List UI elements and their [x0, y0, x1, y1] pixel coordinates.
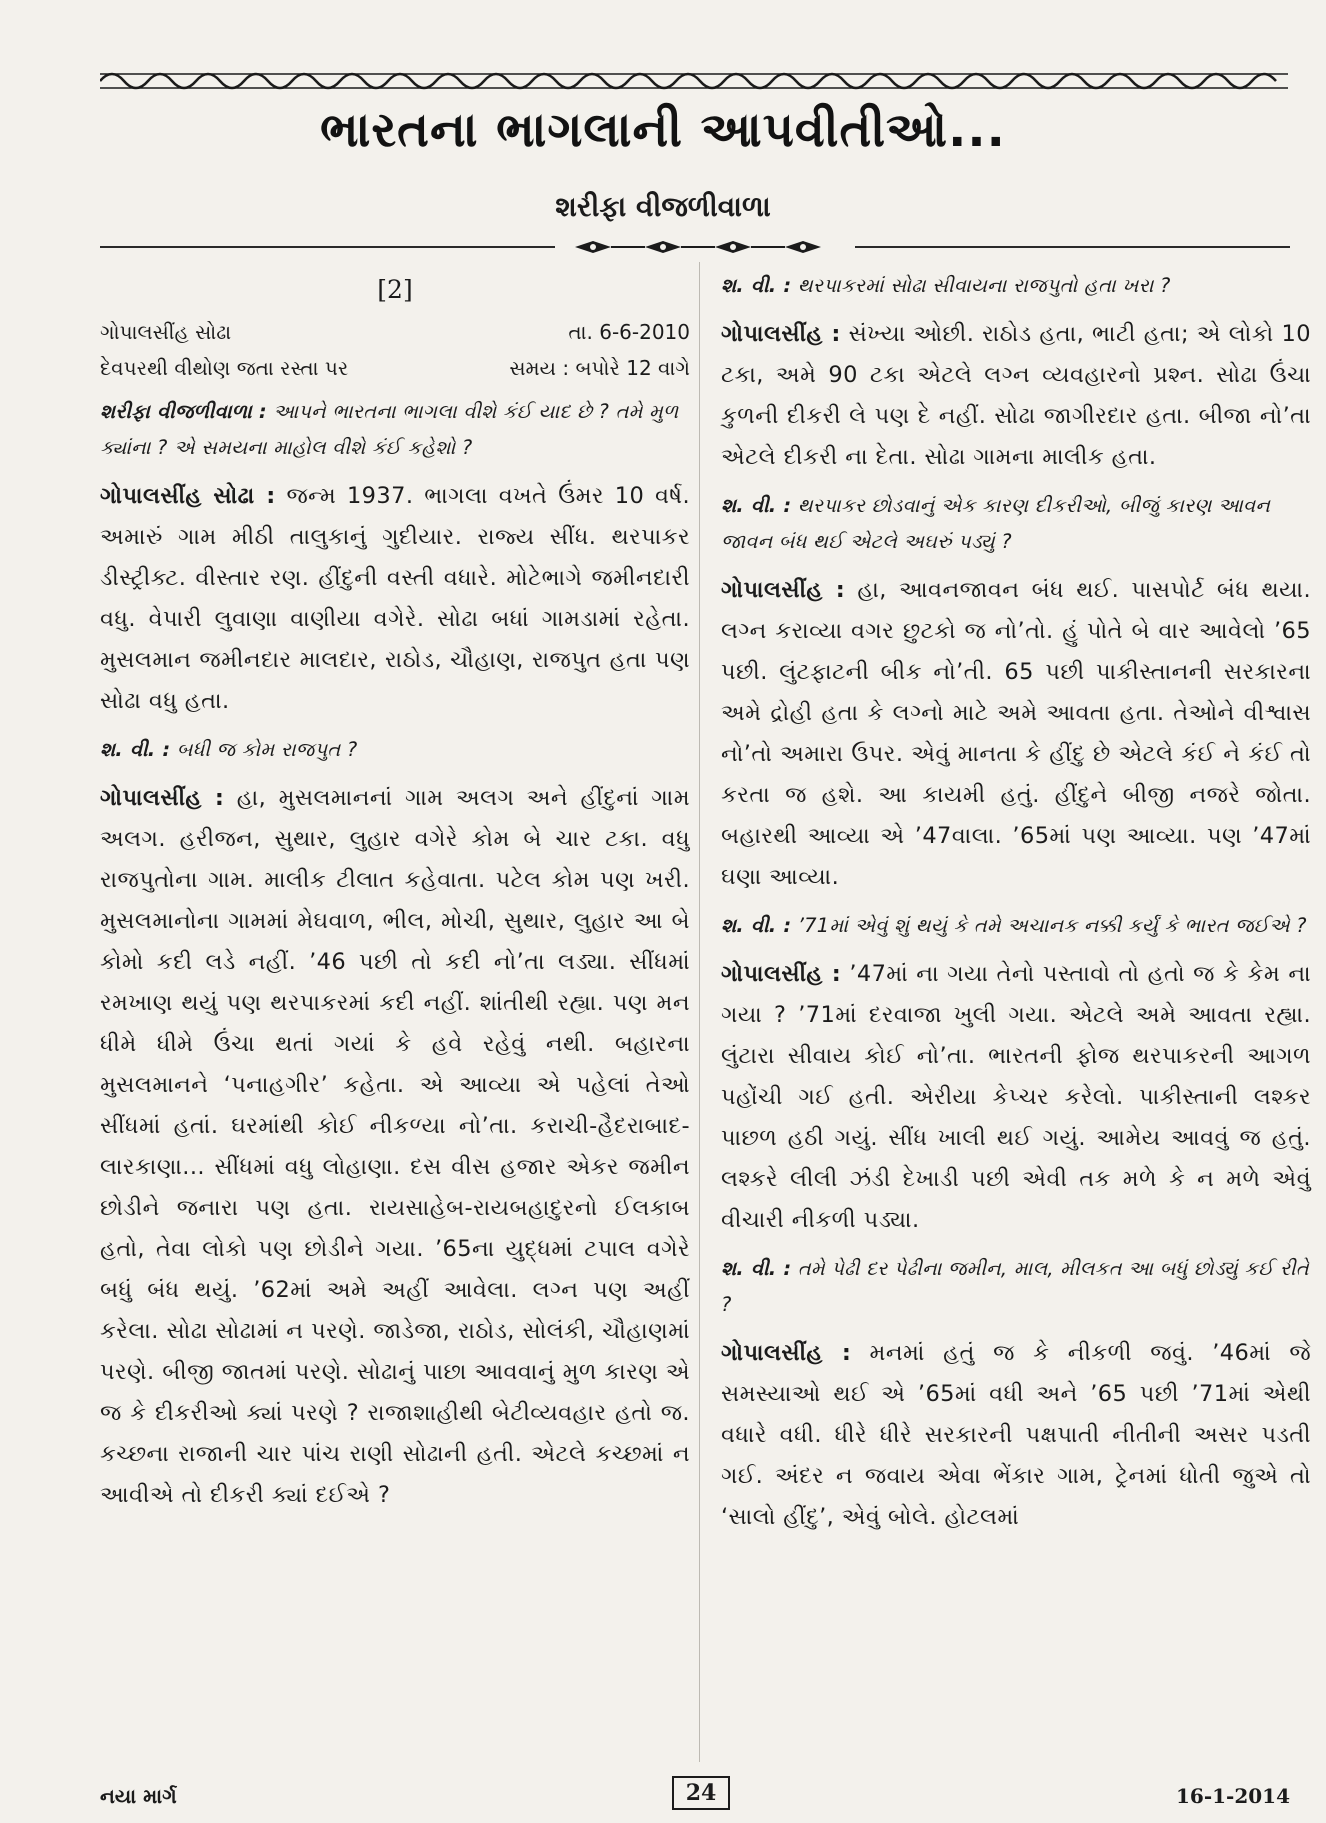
- answer-speaker: ગોપાલસીંહ :: [100, 785, 225, 811]
- answer-speaker: ગોપાલસીંહ :: [721, 1340, 852, 1366]
- question-speaker: શરીફા વીજળીવાળા :: [100, 400, 267, 423]
- question-speaker: શ. વી. :: [721, 274, 792, 297]
- part-number: [2]: [377, 275, 413, 304]
- column-divider: [699, 262, 700, 1762]
- page-number: 24: [672, 1776, 730, 1810]
- meta-row-1: [100, 314, 690, 350]
- interview-date: તા. 6-6-2010: [568, 320, 690, 344]
- question-text: થરપાકર છોડવાનું એક કારણ દીકરીઓ, બીજું કારણ આવન જાવન બંધ થઈ એટલે અઘરું પડ્યું ?: [721, 494, 1271, 553]
- decorative-top-border: [100, 64, 1288, 98]
- interviewee-name: ગોપાલસીંહ સોઢા: [100, 320, 232, 344]
- answer-speaker: ગોપાલસીંહ :: [721, 577, 846, 603]
- question-speaker: શ. વી. :: [721, 1257, 792, 1280]
- interview-time: સમય : બપોરે 12 વાગે: [509, 356, 690, 380]
- question-speaker: શ. વી. :: [100, 738, 171, 761]
- page-footer: [100, 1776, 1290, 1816]
- answer: [100, 476, 690, 722]
- question-text: તમે પેઢી દર પેઢીના જમીન, માલ, મીલકત આ બધું છોડ્યું કઈ રીતે ?: [721, 1257, 1309, 1316]
- answer-text: હા, આવનજાવન બંધ થઈ. પાસપોર્ટ બંધ થયા. લગ્ન કરાવ્યા વગર છુટકો જ નો’તો. હું પોતે બે વાર આવેલો ’65 પછી. લુંટફાટની બીક નો’તી. 65 પછી પાકીસ્તાનની સરકારના અમે દ્રોહી હતા કે લગ્નો માટે અમે આવતા હતા. તેઓને વીશ્વાસ નો’તો અમારા ઉપર. એવું માનતા કે હીંદુ છે એટલે કંઈ ને કંઈ તો કરતા જ હશે. આ કાયમી હતું. હીંદુને બીજી નજરે જોતા. બહારથી આવ્યા એ ’47વાલા. ’65માં પણ આવ્યા. પણ ’47માં ઘણા આવ્યા.: [721, 577, 1311, 890]
- article-title: ભારતના ભાગલાની આપવીતીઓ...: [320, 102, 1006, 158]
- publication-name: નયા માર્ગ: [100, 1784, 177, 1808]
- left-column: [100, 262, 690, 1526]
- answer-text: જન્મ 1937. ભાગલા વખતે ઉંમર 10 વર્ષ. અમારું ગામ મીઠી તાલુકાનું ગુદીયાર. રાજ્ય સીંધ. થરપાકર ડીસ્ટ્રીક્ટ. વીસ્તાર રણ. હીંદુની વસ્તી વધારે. મોટેભાગે જમીનદારી વધુ. વેપારી લુવાણા વાણીયા વગેરે. સોઢા બધાં ગામડામાં રહેતા. મુસલમાન જમીનદાર માલદાર, રાઠોડ, ચૌહાણ, રાજપુત હતા પણ સોઢા વધુ હતા.: [100, 483, 690, 714]
- question: [100, 394, 690, 466]
- question-text: થરપાકરમાં સોઢા સીવાયના રાજપુતો હતા ખરા ?: [791, 274, 1171, 297]
- right-column: [721, 262, 1311, 1548]
- question-text: આપને ભારતના ભાગલા વીશે કંઈ યાદ છે ? તમે મુળ ક્યાંના ? એ સમયના માહોલ વીશે કંઈ કહેશો ?: [100, 400, 679, 459]
- answer-speaker: ગોપાલસીંહ :: [721, 321, 841, 347]
- ornament-icon: [555, 234, 855, 260]
- question: [721, 1251, 1311, 1323]
- answer-text: મનમાં હતું જ કે નીકળી જવું. ’46માં જે સમસ્યાઓ થઈ એ ’65માં વધી અને ’65 પછી ’71માં એથી વધારે વધી. ધીરે ધીરે સરકારની પક્ષપાતી નીતીની અસર પડતી ગઈ. અંદર ન જવાય એવા ભેંકાર ગામ, ટ્રેનમાં ધોતી જુએ તો ‘સાલો હીંદુ’, એવું બોલે. હોટલમાં: [721, 1340, 1312, 1530]
- answer: [721, 570, 1311, 898]
- author-name: શરીફા વીજળીવાળા: [555, 190, 771, 223]
- question: [721, 908, 1311, 944]
- answer: [721, 314, 1311, 478]
- answer: [721, 1333, 1311, 1538]
- answer: [100, 778, 690, 1516]
- answer: [721, 954, 1311, 1241]
- interview-location: દેવપરથી વીથોણ જતા રસ્તા પર: [100, 356, 349, 380]
- meta-row-2: [100, 350, 690, 386]
- question-text: બધી જ કોમ રાજપુત ?: [170, 738, 358, 761]
- answer-text: સંખ્યા ઓછી. રાઠોડ હતા, ભાટી હતા; એ લોકો 10 ટકા, અમે 90 ટકા એટલે લગ્ન વ્યવહારનો પ્રશ્ન. સોઢા ઉંચા કુળની દીકરી લે પણ દે નહીં. સોઢા જાગીરદાર હતા. બીજા નો’તા એટલે દીકરી ના દેતા. સોઢા ગામના માલીક હતા.: [721, 321, 1311, 470]
- answer-text: ’47માં ના ગયા તેનો પસ્તાવો તો હતો જ કે કેમ ના ગયા ? ’71માં દરવાજા ખુલી ગયા. એટલે અમે આવતા રહ્યા. લુંટારા સીવાય કોઈ નો’તા. ભારતની ફોજ થરપાકરની આગળ પહોંચી ગઈ હતી. એરીયા કેપ્ચર કરેલો. પાકીસ્તાની લશ્કર પાછળ હઠી ગયું. સીંધ ખાલી થઈ ગયું. આમેય આવવું જ હતું. લશ્કરે લીલી ઝંડી દેખાડી પછી એવી તક મળે કે ન મળે એવું વીચારી નીકળી પડ્યા.: [721, 961, 1311, 1233]
- question-speaker: શ. વી. :: [721, 494, 792, 517]
- answer-text: હા, મુસલમાનનાં ગામ અલગ અને હીંદુનાં ગામ અલગ. હરીજન, સુથાર, લુહાર વગેરે કોમ બે ચાર ટકા. વધુ રાજપુતોના ગામ. માલીક ટીલાત કહેવાતા. પટેલ કોમ પણ ખરી. મુસલમાનોના ગામમાં મેઘવાળ, ભીલ, મોચી, સુથાર, લુહાર આ બે કોમો કદી લડે નહીં. ’46 પછી તો કદી નો’તા લડ્યા. સીંધમાં રમખાણ થયું પણ થરપાકરમાં કદી નહીં. શાંતીથી રહ્યા. પણ મન ધીમે ધીમે ઉંચા થતાં ગયાં કે હવે રહેવું નથી. બહારના મુસલમાનને ‘પનાહગીર’ કહેતા. એ આવ્યા એ પહેલાં તેઓ સીંધમાં હતાં. ઘરમાંથી કોઈ નીકળ્યા નો’તા. કરાચી-હૈદરાબાદ-લારકાણા... સીંધમાં વધુ લોહાણા. દસ વીસ હજાર એકર જમીન છોડીને જનારા પણ હતા. રાયસાહેબ-રાયબહાદુરનો ઈલકાબ હતો, તેવા લોકો પણ છોડીને ગયા. ’65ના યુદ્ધમાં ટપાલ વગેરે બધું બંધ થયું. ’62માં અમે અહીં આવેલા. લગ્ન પણ અહીં કરેલા. સોઢા સોઢામાં ન પરણે. જાડેજા, રાઠોડ, સોલંકી, ચૌહાણમાં પરણે. બીજી જાતમાં પરણે. સોઢાનું પાછા આવવાનું મુળ કારણ એ જ કે દીકરીઓ ક્યાં પરણે ? રાજાશાહીથી બેટીવ્યવહાર હતો જ. કચ્છના રાજાની ચાર પાંચ રાણી સોઢાની હતી. એટલે કચ્છમાં ન આવીએ તો દીકરી ક્યાં દઈએ ?: [100, 785, 691, 1508]
- question-speaker: શ. વી. :: [721, 914, 792, 937]
- answer-speaker: ગોપાલસીંહ સોઢા :: [100, 483, 276, 509]
- question-text: ’71માં એવું શું થયું કે તમે અચાનક નક્કી કર્યું કે ભારત જઈએ ?: [791, 914, 1307, 937]
- question: [721, 268, 1311, 304]
- question: [100, 732, 690, 768]
- issue-date: 16-1-2014: [1175, 1784, 1290, 1808]
- question: [721, 488, 1311, 560]
- answer-speaker: ગોપાલસીંહ :: [721, 961, 842, 987]
